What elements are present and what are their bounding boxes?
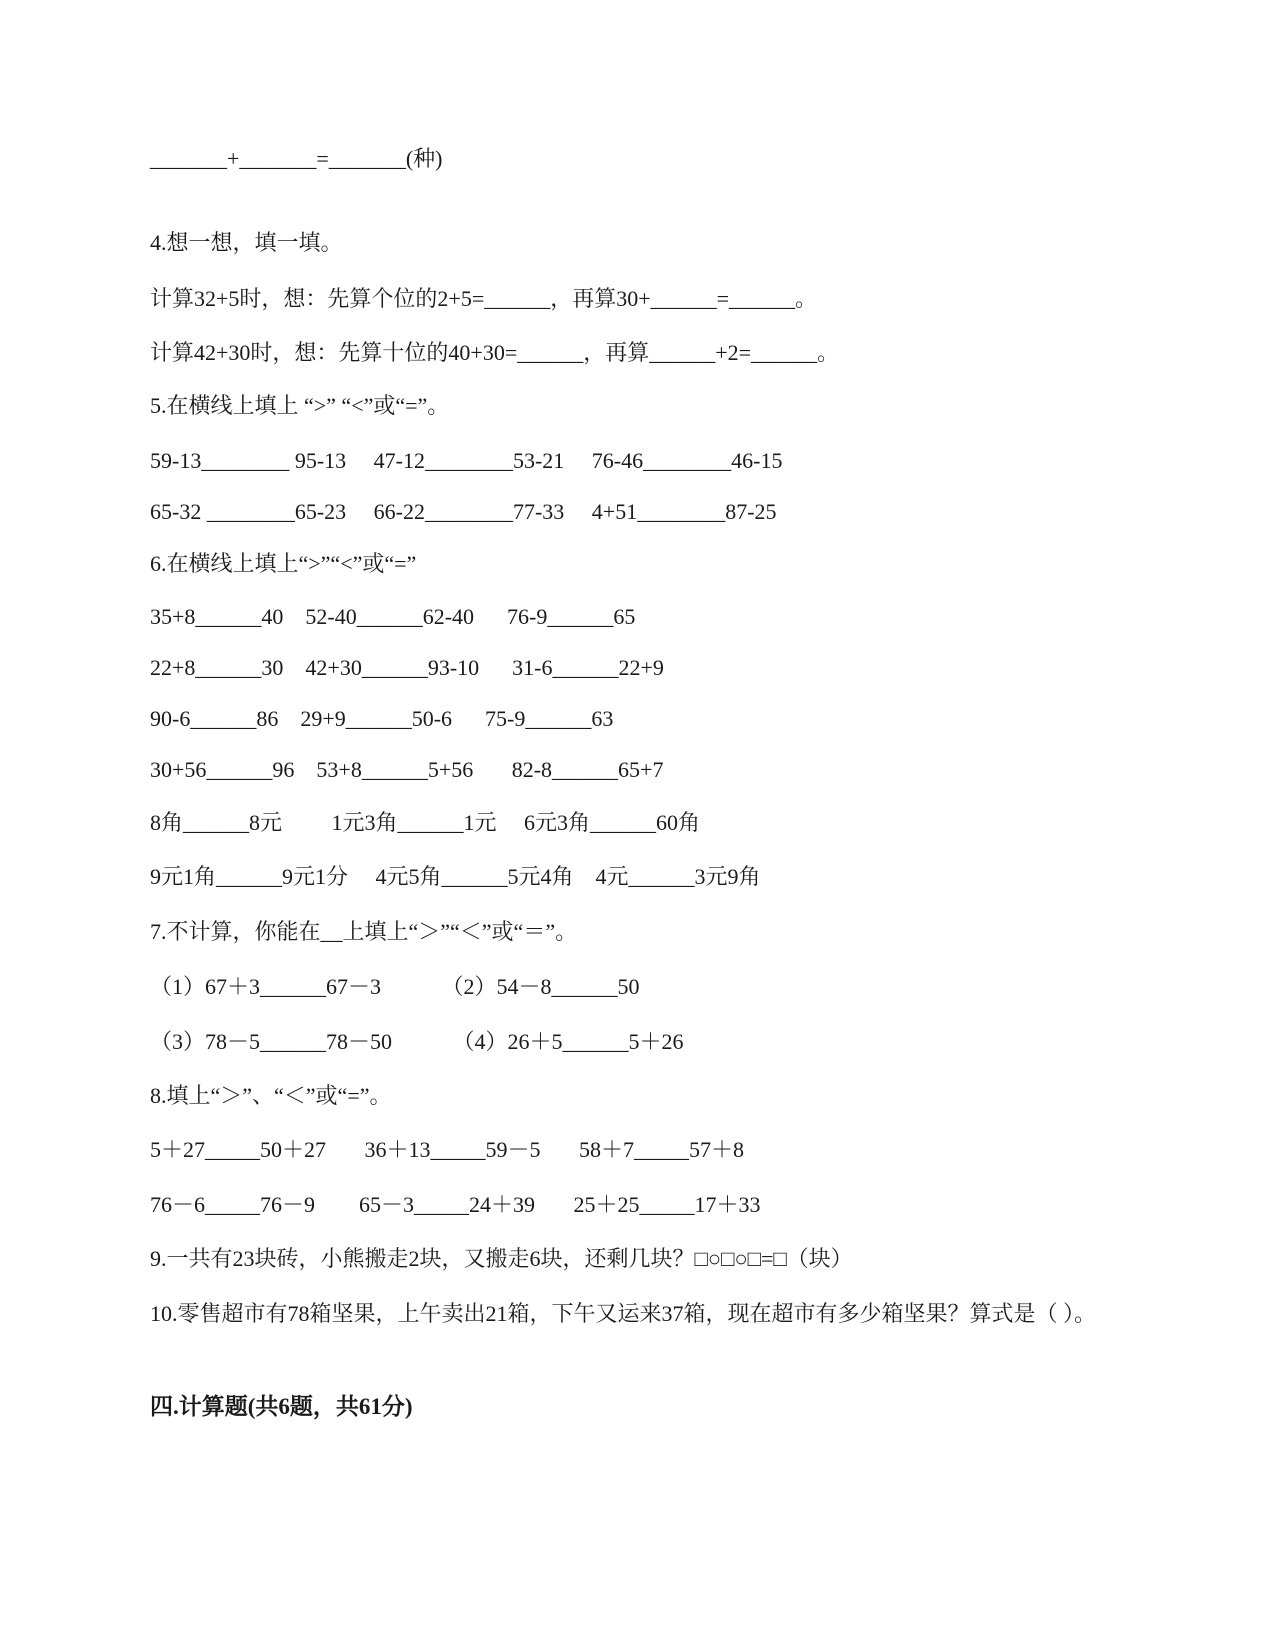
q3-answer-line: _______+_______=_______(种) bbox=[150, 146, 443, 171]
q9-text: 9.一共有23块砖，小熊搬走2块，又搬走6块，还剩几块？□○□○□=□（块） bbox=[150, 1246, 853, 1271]
q7-row-1: （1）67＋3______67－3 （2）54－8______50 bbox=[150, 974, 640, 999]
q7-title: 7.不计算，你能在__上填上“＞”“＜”或“＝”。 bbox=[150, 919, 578, 944]
q5-title: 5.在横线上填上 “>” “<”或“=”。 bbox=[150, 393, 450, 418]
q8-row-1: 5＋27_____50＋27 36＋13_____59－5 58＋7_____57＋8 bbox=[150, 1137, 745, 1162]
q8-title: 8.填上“＞”、“＜”或“=”。 bbox=[150, 1083, 392, 1108]
q6-row-1: 35+8______40 52-40______62-40 76-9______65 bbox=[150, 604, 636, 629]
q4-title: 4.想一想，填一填。 bbox=[150, 230, 343, 255]
q6-row-6: 9元1角______9元1分 4元5角______5元4角 4元______3元9角 bbox=[150, 864, 761, 889]
q5-row-1: 59-13________ 95-13 47-12________53-21 76-46________46-15 bbox=[150, 448, 783, 473]
q4-item-1: 计算32+5时，想：先算个位的2+5=______，再算30+______=______。 bbox=[150, 286, 818, 311]
q6-row-4: 30+56______96 53+8______5+56 82-8______65+7 bbox=[150, 757, 664, 782]
q8-row-2: 76－6_____76－9 65－3_____24＋39 25＋25_____17＋33 bbox=[150, 1192, 761, 1217]
q4-item-2: 计算42+30时，想：先算十位的40+30=______，再算______+2=______。 bbox=[150, 340, 840, 365]
q10-text: 10.零售超市有78箱坚果，上午卖出21箱，下午又运来37箱，现在超市有多少箱坚果？算式是（ ）。 bbox=[150, 1301, 1097, 1326]
section-heading: 四.计算题(共6题，共61分) bbox=[150, 1394, 413, 1419]
q5-row-2: 65-32 ________65-23 66-22________77-33 4+51________87-25 bbox=[150, 499, 777, 524]
q6-row-3: 90-6______86 29+9______50-6 75-9______63 bbox=[150, 706, 614, 731]
q7-row-2: （3）78－5______78－50 （4）26＋5______5＋26 bbox=[150, 1029, 684, 1054]
q6-row-5: 8角______8元 1元3角______1元 6元3角______60角 bbox=[150, 810, 701, 835]
q6-title: 6.在横线上填上“>”“<”或“=” bbox=[150, 551, 417, 576]
q6-row-2: 22+8______30 42+30______93-10 31-6______22+9 bbox=[150, 655, 664, 680]
